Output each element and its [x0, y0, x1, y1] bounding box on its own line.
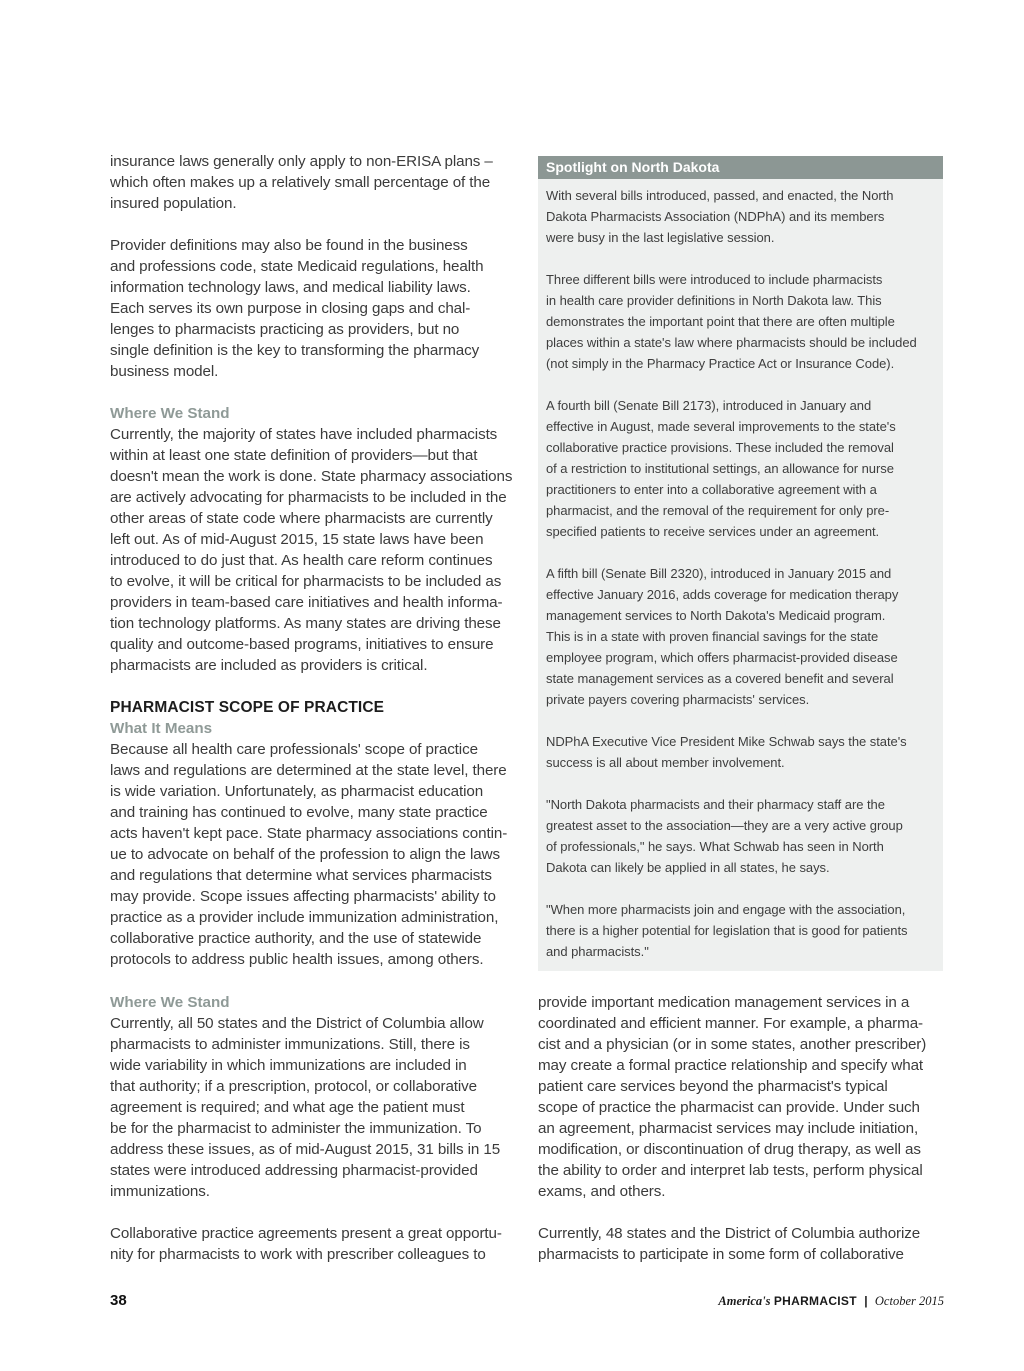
text-line: quality and outcome-based programs, initiatives to ensure: [110, 636, 494, 653]
text-line: places within a state's law where pharmacists should be included: [546, 335, 917, 350]
text-line: of professionals," he says. What Schwab has seen in North: [546, 839, 884, 854]
text-line: laws and regulations are determined at the state level, there: [110, 762, 507, 779]
text-line: of a restriction to institutional settings, an allowance for nurse: [546, 461, 894, 476]
text-line: and regulations that determine what services pharmacists: [110, 867, 492, 884]
text-line: scope of practice the pharmacist can provide. Under such: [538, 1099, 920, 1116]
text-line: pharmacists to participate in some form of collaborative: [538, 1246, 904, 1263]
spotlight-title: Spotlight on North Dakota: [538, 156, 943, 179]
footer-separator: |: [864, 1294, 868, 1308]
left-column: [110, 151, 520, 970]
page-number: 38: [110, 1292, 127, 1309]
text-line: Collaborative practice agreements present a great opportu-: [110, 1225, 502, 1242]
text-line: lenges to pharmacists practicing as providers, but no: [110, 321, 460, 338]
paragraph: [110, 151, 520, 214]
text-line: insurance laws generally only apply to non-ERISA plans –: [110, 153, 493, 170]
text-line: effective January 2016, adds coverage for medication therapy: [546, 587, 899, 602]
text-line: wide variability in which immunizations are included in: [110, 1057, 467, 1074]
text-line: left out. As of mid-August 2015, 15 state laws have been: [110, 531, 484, 548]
text-line: acts haven't kept pace. State pharmacy associations contin-: [110, 825, 508, 842]
text-line: single definition is the key to transforming the pharmacy: [110, 342, 480, 359]
text-line: states were introduced addressing pharmacist-provided: [110, 1162, 478, 1179]
text-line: information technology laws, and medical liability laws.: [110, 279, 471, 296]
text-line: address these issues, as of mid-August 2015, 31 bills in 15: [110, 1141, 501, 1158]
subheading-where-we-stand: Where We Stand: [110, 994, 230, 1011]
text-line: Because all health care professionals' scope of practice: [110, 741, 478, 758]
text-line: With several bills introduced, passed, and enacted, the North: [546, 188, 894, 203]
text-line: pharmacist, and the removal of the requirement for only pre-: [546, 503, 890, 518]
paragraph: [110, 1223, 520, 1265]
text-line: private payers covering pharmacists' services.: [546, 692, 810, 707]
spotlight-quote: [546, 899, 935, 962]
text-line: are actively advocating for pharmacists to be included in the: [110, 489, 507, 506]
text-line: effective in August, made several improvements to the state's: [546, 419, 896, 434]
text-line: pharmacists to administer immunizations. Still, there is: [110, 1036, 470, 1053]
text-line: "When more pharmacists join and engage with the association,: [546, 902, 906, 917]
section-heading: PHARMACIST SCOPE OF PRACTICE: [110, 699, 385, 716]
paragraph: [110, 1013, 520, 1202]
text-line: and professions code, state Medicaid regulations, health: [110, 258, 484, 275]
text-line: tion technology platforms. As many states are driving these: [110, 615, 501, 632]
text-line: doesn't mean the work is done. State pharmacy associations: [110, 468, 513, 485]
text-line: management services to North Dakota's Medicaid program.: [546, 608, 886, 623]
text-line: coordinated and efficient manner. For example, a pharma-: [538, 1015, 923, 1032]
text-line: Currently, 48 states and the District of Columbia authorize: [538, 1225, 921, 1242]
text-line: may provide. Scope issues affecting pharmacists' ability to: [110, 888, 496, 905]
text-line: "North Dakota pharmacists and their pharmacy staff are the: [546, 797, 885, 812]
text-line: protocols to address public health issues, among others.: [110, 951, 484, 968]
text-line: (not simply in the Pharmacy Practice Act or Insurance Code).: [546, 356, 895, 371]
text-line: there is a higher potential for legislation that is good for patients: [546, 923, 908, 938]
spotlight-paragraph: [546, 731, 935, 773]
text-line: A fifth bill (Senate Bill 2320), introduced in January 2015 and: [546, 566, 892, 581]
magazine-brand: PHARMACIST: [773, 1294, 857, 1308]
text-line: patient care services beyond the pharmacist's typical: [538, 1078, 888, 1095]
text-line: the ability to order and interpret lab tests, perform physical: [538, 1162, 923, 1179]
text-line: Provider definitions may also be found in the business: [110, 237, 468, 254]
text-line: were busy in the last legislative session.: [546, 230, 775, 245]
text-line: exams, and others.: [538, 1183, 666, 1200]
text-line: state management services as a covered benefit and several: [546, 671, 894, 686]
text-line: Dakota Pharmacists Association (NDPhA) and its members: [546, 209, 885, 224]
text-line: Three different bills were introduced to include pharmacists: [546, 272, 883, 287]
spotlight-paragraph: [546, 395, 935, 542]
text-line: practice as a provider include immunization administration,: [110, 909, 499, 926]
publication-footer: [718, 1294, 944, 1309]
text-line: NDPhA Executive Vice President Mike Schwab says the state's: [546, 734, 907, 749]
text-line: an agreement, pharmacist services may include initiation,: [538, 1120, 919, 1137]
text-line: pharmacists are included as providers is critical.: [110, 657, 428, 674]
text-line: in health care provider definitions in North Dakota law. This: [546, 293, 882, 308]
text-line: which often makes up a relatively small percentage of the: [110, 174, 491, 191]
text-line: Dakota can likely be applied in all states, he says.: [546, 860, 830, 875]
text-line: other areas of state code where pharmacists are currently: [110, 510, 493, 527]
text-line: is wide variation. Unfortunately, as pharmacist education: [110, 783, 484, 800]
text-line: collaborative practice provisions. These included the removal: [546, 440, 894, 455]
paragraph: [110, 235, 520, 382]
text-line: A fourth bill (Senate Bill 2173), introduced in January and: [546, 398, 872, 413]
spotlight-body: [538, 179, 943, 962]
text-line: greatest asset to the association—they are a very active group: [546, 818, 903, 833]
text-line: immunizations.: [110, 1183, 210, 1200]
text-line: modification, or discontinuation of drug therapy, as well as: [538, 1141, 921, 1158]
paragraph: [538, 1223, 948, 1265]
subheading-where-we-stand: Where We Stand: [110, 405, 230, 422]
magazine-name: America's: [718, 1294, 771, 1308]
text-line: Currently, all 50 states and the District of Columbia allow: [110, 1015, 484, 1032]
paragraph: [110, 424, 520, 676]
text-line: success is all about member involvement.: [546, 755, 785, 770]
text-line: to evolve, it will be critical for pharmacists to be included as: [110, 573, 502, 590]
subheading-what-it-means: What It Means: [110, 720, 213, 737]
spotlight-paragraph: [546, 185, 935, 248]
text-line: business model.: [110, 363, 219, 380]
left-column-bottom: [110, 992, 520, 1265]
text-line: Each serves its own purpose in closing gaps and chal-: [110, 300, 471, 317]
spotlight-paragraph: [546, 269, 935, 374]
text-line: demonstrates the important point that there are often multiple: [546, 314, 895, 329]
text-line: introduced to do just that. As health care reform continues: [110, 552, 493, 569]
text-line: nity for pharmacists to work with prescriber colleagues to: [110, 1246, 486, 1263]
text-line: be for the pharmacist to administer the immunization. To: [110, 1120, 482, 1137]
spotlight-paragraph: [546, 563, 935, 710]
text-line: agreement is required; and what age the patient must: [110, 1099, 465, 1116]
text-line: insured population.: [110, 195, 237, 212]
text-line: and training has continued to evolve, many state practice: [110, 804, 488, 821]
text-line: practitioners to enter into a collaborative agreement with a: [546, 482, 877, 497]
text-line: collaborative practice authority, and the use of statewide: [110, 930, 482, 947]
text-line: cist and a physician (or in some states, another prescriber): [538, 1036, 927, 1053]
spotlight-paragraph: [546, 794, 935, 878]
right-column-bottom: [538, 992, 948, 1265]
paragraph: [110, 739, 520, 970]
text-line: Currently, the majority of states have included pharmacists: [110, 426, 498, 443]
text-line: employee program, which offers pharmacist-provided disease: [546, 650, 898, 665]
text-line: provide important medication management services in a: [538, 994, 910, 1011]
text-line: that authority; if a prescription, protocol, or collaborative: [110, 1078, 478, 1095]
text-line: providers in team-based care initiatives and health informa-: [110, 594, 503, 611]
text-line: ue to advocate on behalf of the profession to align the laws: [110, 846, 500, 863]
text-line: within at least one state definition of providers—but that: [110, 447, 478, 464]
text-line: and pharmacists.": [546, 944, 649, 959]
text-line: specified patients to receive services under an agreement.: [546, 524, 880, 539]
paragraph: [538, 992, 948, 1202]
text-line: may create a formal practice relationship and specify what: [538, 1057, 924, 1074]
issue-date: October 2015: [874, 1294, 944, 1308]
spotlight-box: [538, 156, 943, 971]
text-line: This is in a state with proven financial savings for the state: [546, 629, 879, 644]
